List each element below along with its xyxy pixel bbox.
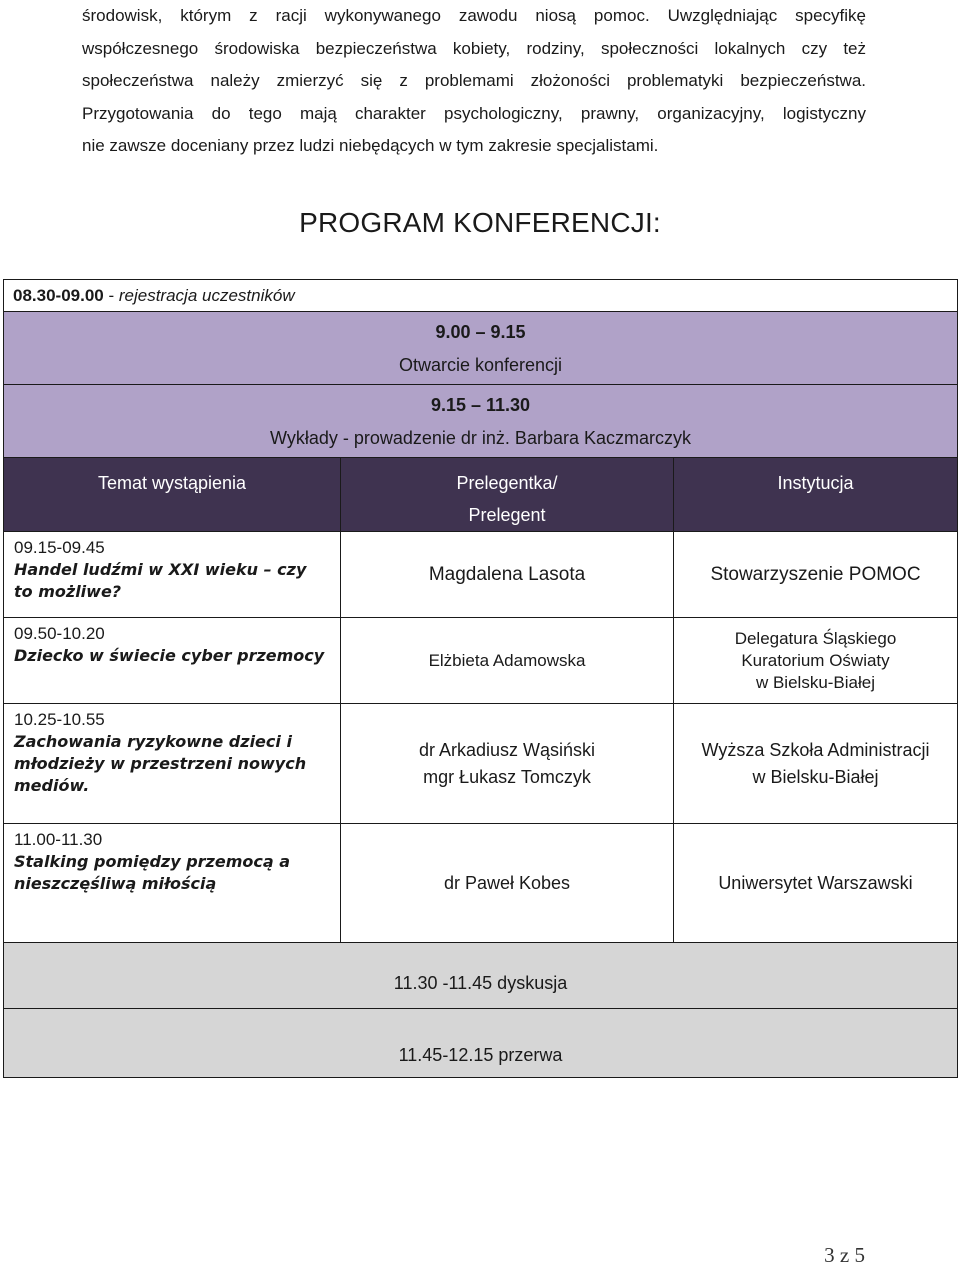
header-institution: Instytucja <box>674 458 958 532</box>
talk-time: 10.25-10.55 <box>14 710 105 729</box>
intro-paragraph <box>82 0 866 163</box>
intro-line: Przygotowania do tego mają charakter psychologiczny, prawny, organizacyjny, logistyczny <box>82 103 866 123</box>
registration-row <box>4 280 958 312</box>
talk-title: Zachowania ryzykowne dzieci i młodzieży w przestrzeni nowych mediów. <box>14 732 307 795</box>
talk-institution: Uniwersytet Warszawski <box>674 824 958 943</box>
talk-topic <box>4 704 341 824</box>
intro-line: społeczeństwa należy zmierzyć się z problemami złożoności problematyki bezpieczeństwa. <box>82 71 866 91</box>
break-row <box>4 1009 958 1078</box>
intro-line: środowisk, którym z racji wykonywanego zawodu niosą pomoc. Uwzględniając specyfikę <box>82 6 866 25</box>
talk-topic <box>4 618 341 704</box>
talk-speaker: dr Paweł Kobes <box>341 824 674 943</box>
lectures-title: Wykłady - prowadzenie dr inż. Barbara Kaczmarczyk <box>270 427 691 448</box>
table-row <box>4 824 958 943</box>
talk-speaker: Magdalena Lasota <box>341 532 674 618</box>
registration-separator: - <box>103 285 119 305</box>
talk-title: Stalking pomiędzy przemocą a nieszczęśliwą miłością <box>14 852 291 893</box>
page-number: 3 z 5 <box>824 1243 865 1267</box>
table-header-row <box>4 458 958 532</box>
table-row <box>4 532 958 618</box>
lectures-row <box>4 385 958 458</box>
registration-time: 08.30-09.00 <box>13 285 104 305</box>
opening-time: 9.00 – 9.15 <box>435 321 526 342</box>
table-row <box>4 618 958 704</box>
talk-institution: Delegatura Śląskiego Kuratorium Oświaty w Bielsku-Białej <box>674 618 958 704</box>
talk-time: 09.50-10.20 <box>14 624 105 643</box>
talk-topic <box>4 532 341 618</box>
discussion-row <box>4 943 958 1009</box>
header-topic: Temat wystąpienia <box>4 458 341 532</box>
talk-speaker: dr Arkadiusz Wąsiński mgr Łukasz Tomczyk <box>341 704 674 824</box>
program-title: PROGRAM KONFERENCJI: <box>299 207 661 238</box>
registration-description: rejestracja uczestników <box>118 285 295 305</box>
discussion-label: 11.30 -11.45 dyskusja <box>4 943 958 1009</box>
talk-topic <box>4 824 341 943</box>
talk-title: Handel ludźmi w XXI wieku – czy to możliwe? <box>14 560 307 601</box>
talk-institution: Stowarzyszenie POMOC <box>674 532 958 618</box>
table-row <box>4 704 958 824</box>
talk-title: Dziecko w świecie cyber przemocy <box>14 646 325 665</box>
opening-row <box>4 312 958 385</box>
talk-time: 09.15-09.45 <box>14 538 105 557</box>
opening-title: Otwarcie konferencji <box>398 354 563 375</box>
intro-line: nie zawsze doceniany przez ludzi niebędących w tym zakresie specjalistami. <box>82 136 659 156</box>
break-label: 11.45-12.15 przerwa <box>4 1009 958 1078</box>
talk-institution: Wyższa Szkoła Administracji w Bielsku-Białej <box>674 704 958 824</box>
program-table <box>3 279 958 1078</box>
lectures-time: 9.15 – 11.30 <box>430 394 531 415</box>
talk-time: 11.00-11.30 <box>14 830 103 849</box>
intro-line: współczesnego środowiska bezpieczeństwa kobiety, rodziny, społeczności lokalnych czy też <box>82 38 866 58</box>
talk-speaker: Elżbieta Adamowska <box>341 618 674 704</box>
header-speaker: Prelegentka/ Prelegent <box>341 458 674 532</box>
